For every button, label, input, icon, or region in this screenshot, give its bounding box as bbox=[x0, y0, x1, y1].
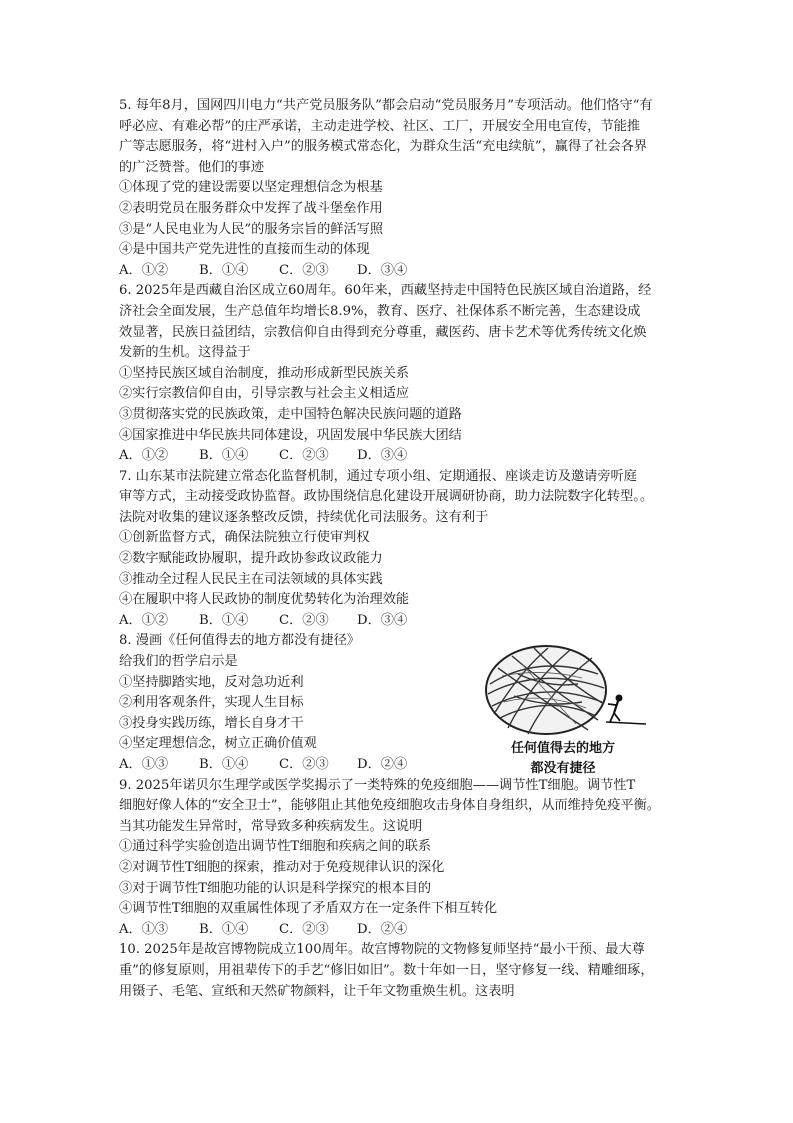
question-8-option: ②利用客观条件，实现人生目标 bbox=[119, 695, 304, 711]
question-9 bbox=[119, 776, 679, 941]
question-9-stem-line: 9. 2025年诺贝尔生理学或医学奖揭示了一类特殊的免疫细胞——调节性T细胞。调节性T bbox=[119, 777, 636, 793]
question-8-option: ①坚持脚踏实地，反对急功近利 bbox=[119, 674, 304, 690]
question-5-option: ②表明党员在服务群众中发挥了战斗堡垒作用 bbox=[119, 200, 383, 216]
choice-c: C．②③ bbox=[279, 921, 329, 937]
question-7 bbox=[119, 467, 679, 632]
question-9-option: ①通过科学实验创造出调节性T细胞和疾病之间的联系 bbox=[119, 839, 432, 855]
question-6-stem-line: 6. 2025年是西藏自治区成立60周年。60年来，西藏坚持走中国特色民族区域自治道路，经 bbox=[119, 283, 652, 299]
question-5-stem-line: 广等志愿服务，将“进村入户”的服务模式常态化，为群众生活“充电续航”，赢得了社会各界 bbox=[119, 139, 648, 155]
question-10-stem-line: 重”的修复原则，用祖辈传下的手艺“修旧如旧”。数十年如一日，坚守修复一线、精雕细琢， bbox=[119, 962, 654, 978]
choice-d: D．③④ bbox=[357, 612, 408, 628]
cartoon-yarn-ball bbox=[478, 644, 648, 779]
choice-a: A．①③ bbox=[119, 757, 169, 772]
choice-a: A．①② bbox=[119, 448, 169, 464]
choice-a: A．①② bbox=[119, 262, 169, 278]
question-6-option: ②实行宗教信仰自由，引导宗教与社会主义相适应 bbox=[119, 386, 410, 402]
question-6-stem-line: 发新的生机。这得益于 bbox=[119, 345, 251, 361]
question-7-stem-line: 法院对收集的建议逐条整改反馈，持续优化司法服务。这有利于 bbox=[119, 509, 489, 525]
cartoon-caption-line: 任何值得去的地方 bbox=[510, 741, 615, 756]
choice-a: A．①② bbox=[119, 612, 169, 628]
question-9-option: ④调节性T细胞的双重属性体现了矛盾双方在一定条件下相互转化 bbox=[119, 901, 498, 917]
cartoon-caption-line: 都没有捷径 bbox=[530, 761, 596, 776]
question-8-option: ④坚定理想信念，树立正确价值观 bbox=[119, 736, 317, 752]
question-10 bbox=[119, 940, 679, 1002]
choice-b: B．①④ bbox=[199, 612, 249, 628]
choice-c: C．②③ bbox=[279, 757, 329, 772]
yarn-ball-illustration bbox=[478, 644, 648, 739]
choice-d: D．②④ bbox=[357, 921, 408, 937]
question-list bbox=[119, 96, 679, 1002]
choice-b: B．①④ bbox=[199, 262, 249, 278]
question-7-option: ④在履职中将人民政协的制度优势转化为治理效能 bbox=[119, 592, 410, 608]
choice-c: C．②③ bbox=[279, 262, 329, 278]
choice-b: B．①④ bbox=[199, 921, 249, 937]
question-5-option: ①体现了党的建设需要以坚定理想信念为根基 bbox=[119, 180, 383, 196]
question-5-stem-line: 呼必应、有难必帮”的庄严承诺，主动走进学校、社区、工厂，开展安全用电宣传，节能推 bbox=[119, 118, 641, 134]
question-10-stem-line: 10. 2025年是故宫博物院成立100周年。故宫博物院的文物修复师坚持“最小干预、最大尊 bbox=[119, 942, 645, 958]
choice-a: A．①③ bbox=[119, 921, 169, 937]
question-9-choices bbox=[119, 920, 679, 941]
question-9-stem-line: 细胞好像人体的“安全卫士”，能够阻止其他免疫细胞攻击身体自身组织，从而维持免疫平衡。 bbox=[119, 798, 660, 814]
question-6 bbox=[119, 281, 679, 466]
question-7-stem-line: 7. 山东某市法院建立常态化监督机制，通过专项小组、定期通报、座谈走访及邀请旁听庭 bbox=[119, 468, 637, 484]
question-7-option: ①创新监督方式，确保法院独立行使审判权 bbox=[119, 530, 370, 546]
choice-d: D．③④ bbox=[357, 262, 408, 278]
choice-d: D．②④ bbox=[357, 757, 408, 772]
question-5-stem-line: 的广泛赞誉。他们的事迹 bbox=[119, 159, 265, 175]
choice-b: B．①④ bbox=[199, 448, 249, 464]
question-7-choices bbox=[119, 611, 679, 632]
question-8-option: ③投身实践历练，增长自身才干 bbox=[119, 715, 304, 731]
choice-c: C．②③ bbox=[279, 448, 329, 464]
question-5-stem-line: 5. 每年8月，国网四川电力“共产党员服务队”都会启动“党员服务月”专项活动。他们恪守“有 bbox=[119, 98, 653, 113]
question-6-stem-line: 济社会全面发展，生产总值年均增长8.9%，教育、医疗、社保体系不断完善，生态建设成 bbox=[119, 303, 641, 319]
question-9-stem-line: 当其功能发生异常时，常导致多种疾病发生。这说明 bbox=[119, 818, 423, 834]
question-8-stem-line: 给我们的哲学启示是 bbox=[119, 654, 238, 670]
choice-b: B．①④ bbox=[199, 757, 249, 772]
question-9-option: ②对调节性T细胞的探索，推动对于免疫规律认识的深化 bbox=[119, 859, 445, 875]
question-7-option: ③推动全过程人民民主在司法领域的具体实践 bbox=[119, 571, 383, 587]
question-6-choices bbox=[119, 446, 679, 467]
question-6-option: ①坚持民族区域自治制度，推动形成新型民族关系 bbox=[119, 365, 410, 381]
question-5 bbox=[119, 96, 679, 281]
question-6-option: ③贯彻落实党的民族政策，走中国特色解决民族问题的道路 bbox=[119, 406, 462, 422]
question-6-option: ④国家推进中华民族共同体建设，巩固发展中华民族大团结 bbox=[119, 427, 462, 443]
question-5-option: ③是“人民电业为人民”的服务宗旨的鲜活写照 bbox=[119, 221, 384, 237]
choice-d: D．③④ bbox=[357, 448, 408, 464]
question-5-choices bbox=[119, 261, 679, 282]
question-7-stem-line: 审等方式，主动接受政协监督。政协围绕信息化建设开展调研协商，助力法院数字化转型。。 bbox=[119, 489, 654, 505]
question-8-stem-line: 8. 漫画《任何值得去的地方都没有捷径》 bbox=[119, 633, 360, 649]
question-6-stem-line: 效显著，民族日益团结，宗教信仰自由得到充分尊重，藏医药、唐卡艺术等优秀传统文化焕 bbox=[119, 324, 647, 340]
question-7-option: ②数字赋能政协履职，提升政协参政议政能力 bbox=[119, 551, 383, 567]
choice-c: C．②③ bbox=[279, 612, 329, 628]
question-10-stem-line: 用镊子、毛笔、宣纸和天然矿物颜料，让千年文物重焕生机。这表明 bbox=[119, 983, 515, 999]
question-5-option: ④是中国共产党先进性的直接而生动的体现 bbox=[119, 242, 370, 258]
question-9-option: ③对于调节性T细胞功能的认识是科学探究的根本目的 bbox=[119, 880, 432, 896]
